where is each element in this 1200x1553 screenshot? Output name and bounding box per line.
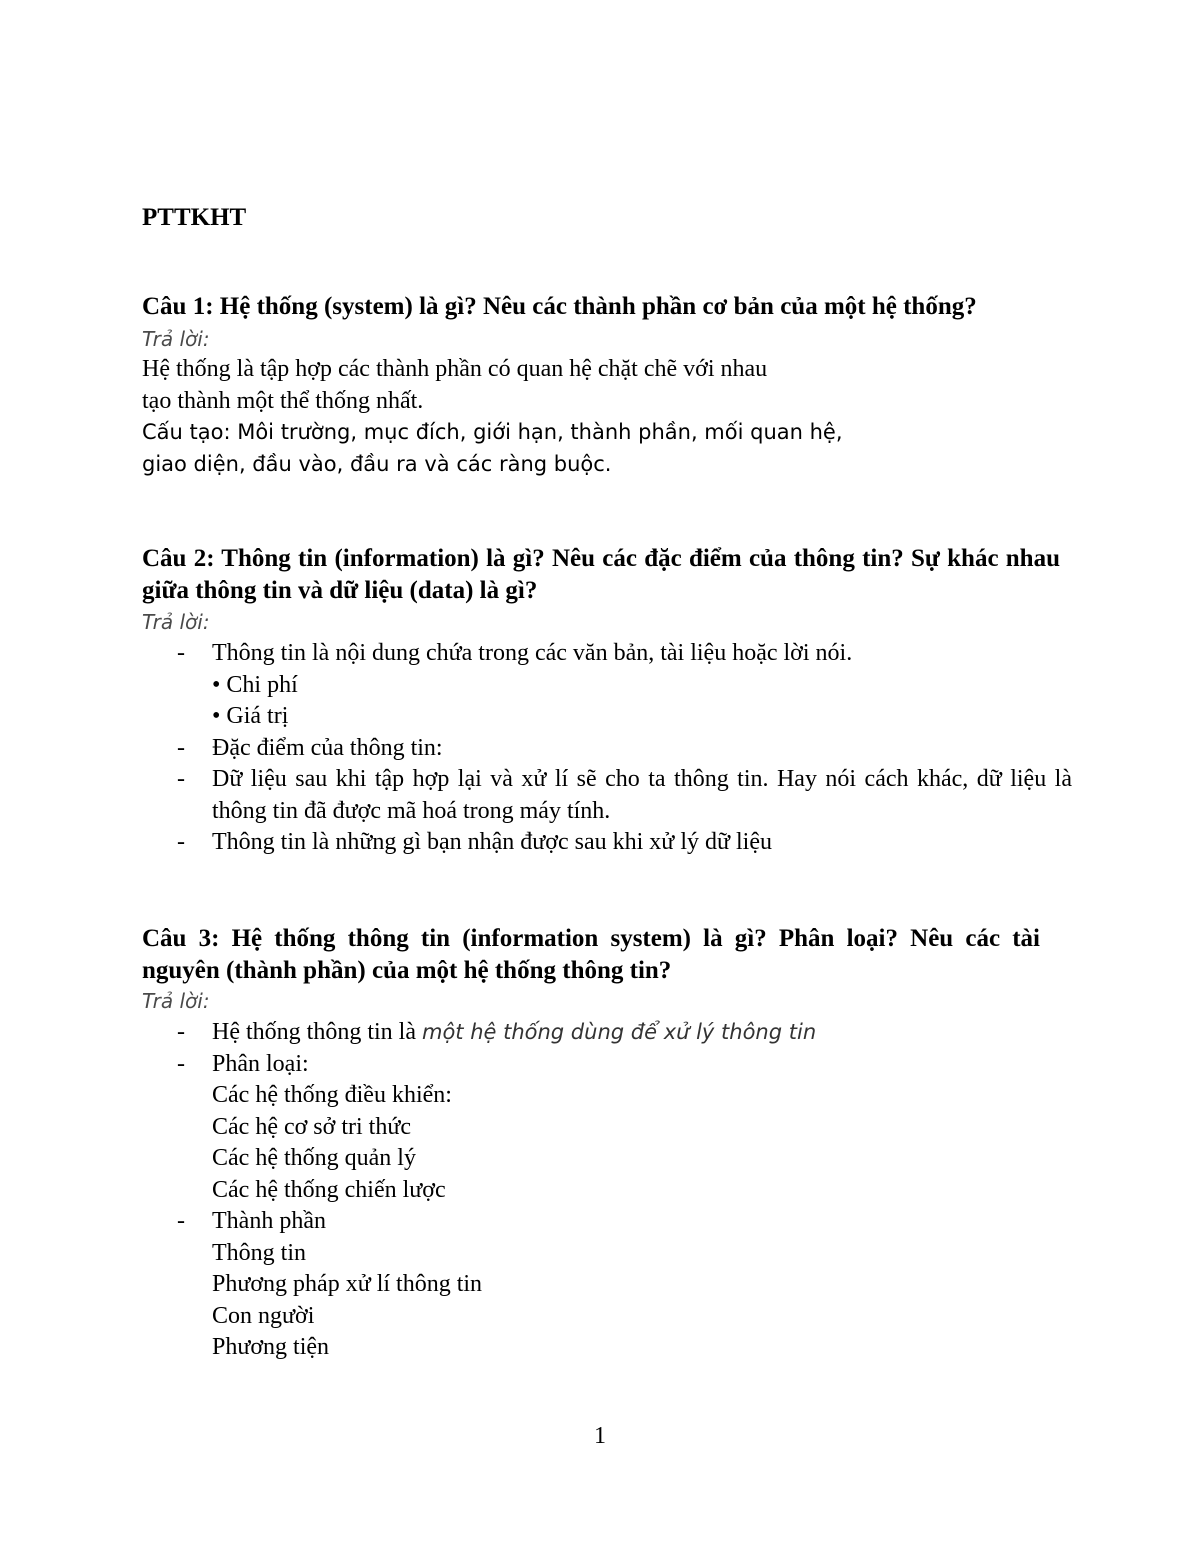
classification-item: Các hệ cơ sở tri thức	[212, 1113, 411, 1140]
question-2-answer-label: Trả lời:	[142, 610, 210, 634]
list-dash: -	[177, 734, 185, 761]
answer-line: tạo thành một thể thống nhất.	[142, 387, 424, 414]
list-item-text: Dữ liệu sau khi tập hợp lại và xử lí sẽ cho ta thông tin. Hay nói cách khác, dữ liệu là thông tin đã được mã hoá trong máy tính.	[212, 766, 1072, 824]
question-1-answer-label: Trả lời:	[142, 327, 210, 351]
classification-item: Các hệ thống quản lý	[212, 1145, 416, 1171]
answer-line: giao diện, đầu vào, đầu ra và các ràng buộc.	[142, 451, 612, 476]
list-item	[142, 1017, 1072, 1049]
bullet-item: • Giá trị	[212, 703, 289, 729]
list-item-text: Thông tin là những gì bạn nhận được sau khi xử lý dữ liệu	[212, 829, 772, 855]
list-dash: -	[177, 1050, 185, 1077]
question-3-answer-label: Trả lời:	[142, 989, 210, 1013]
list-dash: -	[177, 640, 185, 666]
list-item	[142, 827, 1142, 859]
list-item-text: Thông tin là nội dung chứa trong các văn bản, tài liệu hoặc lời nói.	[212, 640, 853, 666]
component-item: Con người	[212, 1302, 315, 1329]
list-item	[142, 1206, 1072, 1364]
definition-italic-text: một hệ thống dùng để xử lý thông tin	[421, 1020, 817, 1044]
list-item	[142, 733, 1142, 765]
list-dash: -	[177, 1208, 185, 1234]
question-2-answer-list	[142, 638, 1142, 859]
classification-item: Các hệ thống chiến lược	[212, 1176, 446, 1203]
list-dash: -	[177, 766, 185, 792]
question-3-answer-list	[142, 1017, 1072, 1364]
answer-line: Hệ thống là tập hợp các thành phần có quan hệ chặt chẽ với nhau	[142, 356, 768, 382]
list-item	[142, 638, 1142, 733]
question-3-title: Câu 3: Hệ thống thông tin (information system) là gì? Phân loại? Nêu các tài nguyên (thành phần) của một hệ thống thông tin?	[142, 925, 1040, 984]
list-item-text: Đặc điểm của thông tin:	[212, 734, 443, 761]
component-item: Phương tiện	[212, 1334, 330, 1360]
document-title: PTTKHT	[142, 204, 247, 231]
question-2-title: Câu 2: Thông tin (information) là gì? Nêu các đặc điểm của thông tin? Sự khác nhau giữa thông tin và dữ liệu (data) là gì?	[142, 545, 1060, 604]
definition-text: Hệ thống thông tin là	[212, 1019, 422, 1045]
classification-label: Phân loại:	[212, 1050, 309, 1077]
component-item: Phương pháp xử lí thông tin	[212, 1271, 483, 1297]
list-dash: -	[177, 829, 185, 855]
list-item	[142, 764, 1072, 827]
list-item	[142, 1049, 1072, 1207]
page-number: 1	[594, 1423, 606, 1449]
component-item: Thông tin	[212, 1239, 306, 1266]
answer-line: Cấu tạo: Môi trường, mục đích, giới hạn, thành phần, mối quan hệ,	[142, 420, 843, 444]
bullet-item: • Chi phí	[212, 671, 298, 698]
question-1-answer	[142, 354, 1072, 480]
components-label: Thành phần	[212, 1208, 326, 1234]
list-dash: -	[177, 1019, 185, 1045]
question-1-title: Câu 1: Hệ thống (system) là gì? Nêu các thành phần cơ bản của một hệ thống?	[142, 293, 977, 320]
classification-item: Các hệ thống điều khiển:	[212, 1082, 452, 1108]
